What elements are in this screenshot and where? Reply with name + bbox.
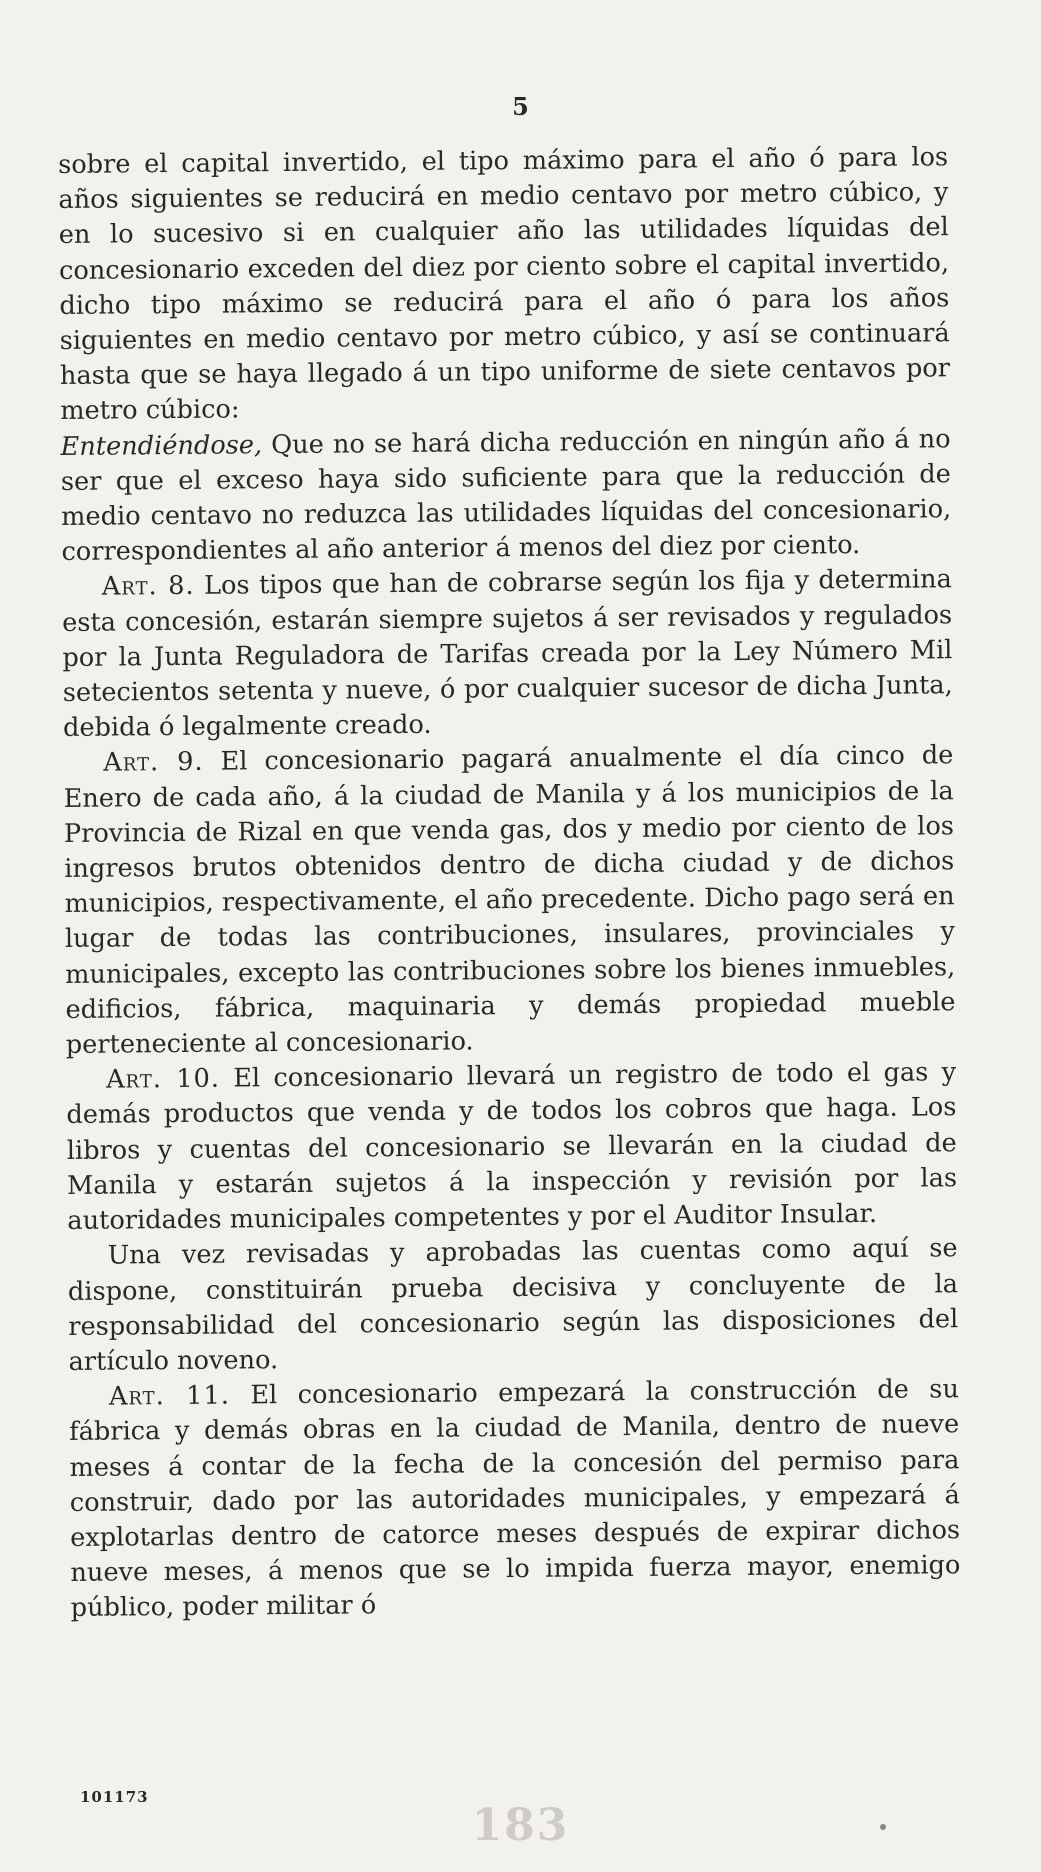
printer-signature-mark: 101173	[80, 1788, 149, 1806]
proviso-text: Que no se hará dicha reducción en ningún año á no ser que el exceso haya sido suficiente para que la reducción de medio centavo no reduzca las utilidades líquidas del concesionario, correspondientes al año anterior á menos del diez por ciento.	[60, 423, 952, 568]
article-8-text: Los tipos que han de cobrarse según los fija y determina esta concesión, estarán siempre sujetos á ser revisados y regulados por la Junta Reguladora de Tarifas creada por la Ley Número Mil setecientos setenta y nueve, ó por cualquier sucesor de dicha Junta, debida ó legalmente creado.	[62, 564, 953, 744]
page-number: 5	[512, 92, 529, 121]
article-10-label: Art. 10.	[106, 1063, 221, 1095]
ink-speck	[880, 1824, 886, 1830]
body-text	[58, 140, 961, 1626]
article-8	[62, 563, 954, 747]
article-9	[63, 739, 956, 1064]
paragraph-tariff-reduction: sobre el capital invertido, el tipo máximo para el año ó para los años siguientes se reducirá en medio centavo por metro cúbico, y en lo sucesivo si en cualquier año las utilidades líquidas del concesionario exceden del diez por ciento sobre el capital invertido, dicho tipo máximo se reducirá para el año ó para los años siguientes en medio centavo por metro cúbico, y así se continuará hasta que se haya llegado á un tipo uniforme de siete centavos por metro cúbico:	[58, 142, 951, 427]
article-8-label: Art. 8.	[101, 571, 195, 603]
article-11-text: El concesionario empezará la construcción de su fábrica y demás obras en la ciudad de Manila, dentro de nueve meses á contar de la fecha de la concesión del permiso para construir, dado por las autoridades municipales, y empezará á explotarlas dentro de catorce meses después de expirar dichos nueve meses, á menos que se lo impida fuerza mayor, enemigo público, poder militar ó	[69, 1374, 961, 1624]
paragraph-proviso	[60, 422, 951, 571]
proviso-label: Entendiéndose,	[60, 429, 263, 462]
article-10-text: El concesionario llevará un registro de todo el gas y demás productos que venda y de todos los cobros que haga. Los libros y cuentas del concesionario se llevarán en la ciudad de Manila y estarán sujetos á la inspección y revisión por las autoridades municipales competentes y por el Auditor Insular.	[66, 1057, 958, 1237]
article-11	[69, 1372, 961, 1626]
stamped-page-number: 183	[471, 1800, 570, 1851]
article-9-label: Art. 9.	[103, 747, 204, 779]
article-9-text: El concesionario pagará anualmente el día cinco de Enero de cada año, á la ciudad de Manila y á los municipios de la Provincia de Rizal en que venda gas, dos y medio por ciento de los ingresos brutos obtenidos dentro de dicha ciudad y de dichos municipios, respectivamente, el año precedente. Dicho pago será en lugar de todas las contribuciones, insulares, provinciales y municipales, excepto las contribuciones sobre los bienes inmuebles, edificios, fábrica, maquinaria y demás propiedad mueble perteneciente al concesionario.	[63, 740, 956, 1061]
article-11-label: Art. 11.	[108, 1380, 231, 1412]
article-10	[66, 1055, 958, 1239]
paragraph-accounts-review: Una vez revisadas y aprobadas las cuentas como aquí se dispone, constituirán prueba decisiva y concluyente de la responsabilidad del concesionario según las disposiciones del artículo noveno.	[67, 1233, 959, 1377]
